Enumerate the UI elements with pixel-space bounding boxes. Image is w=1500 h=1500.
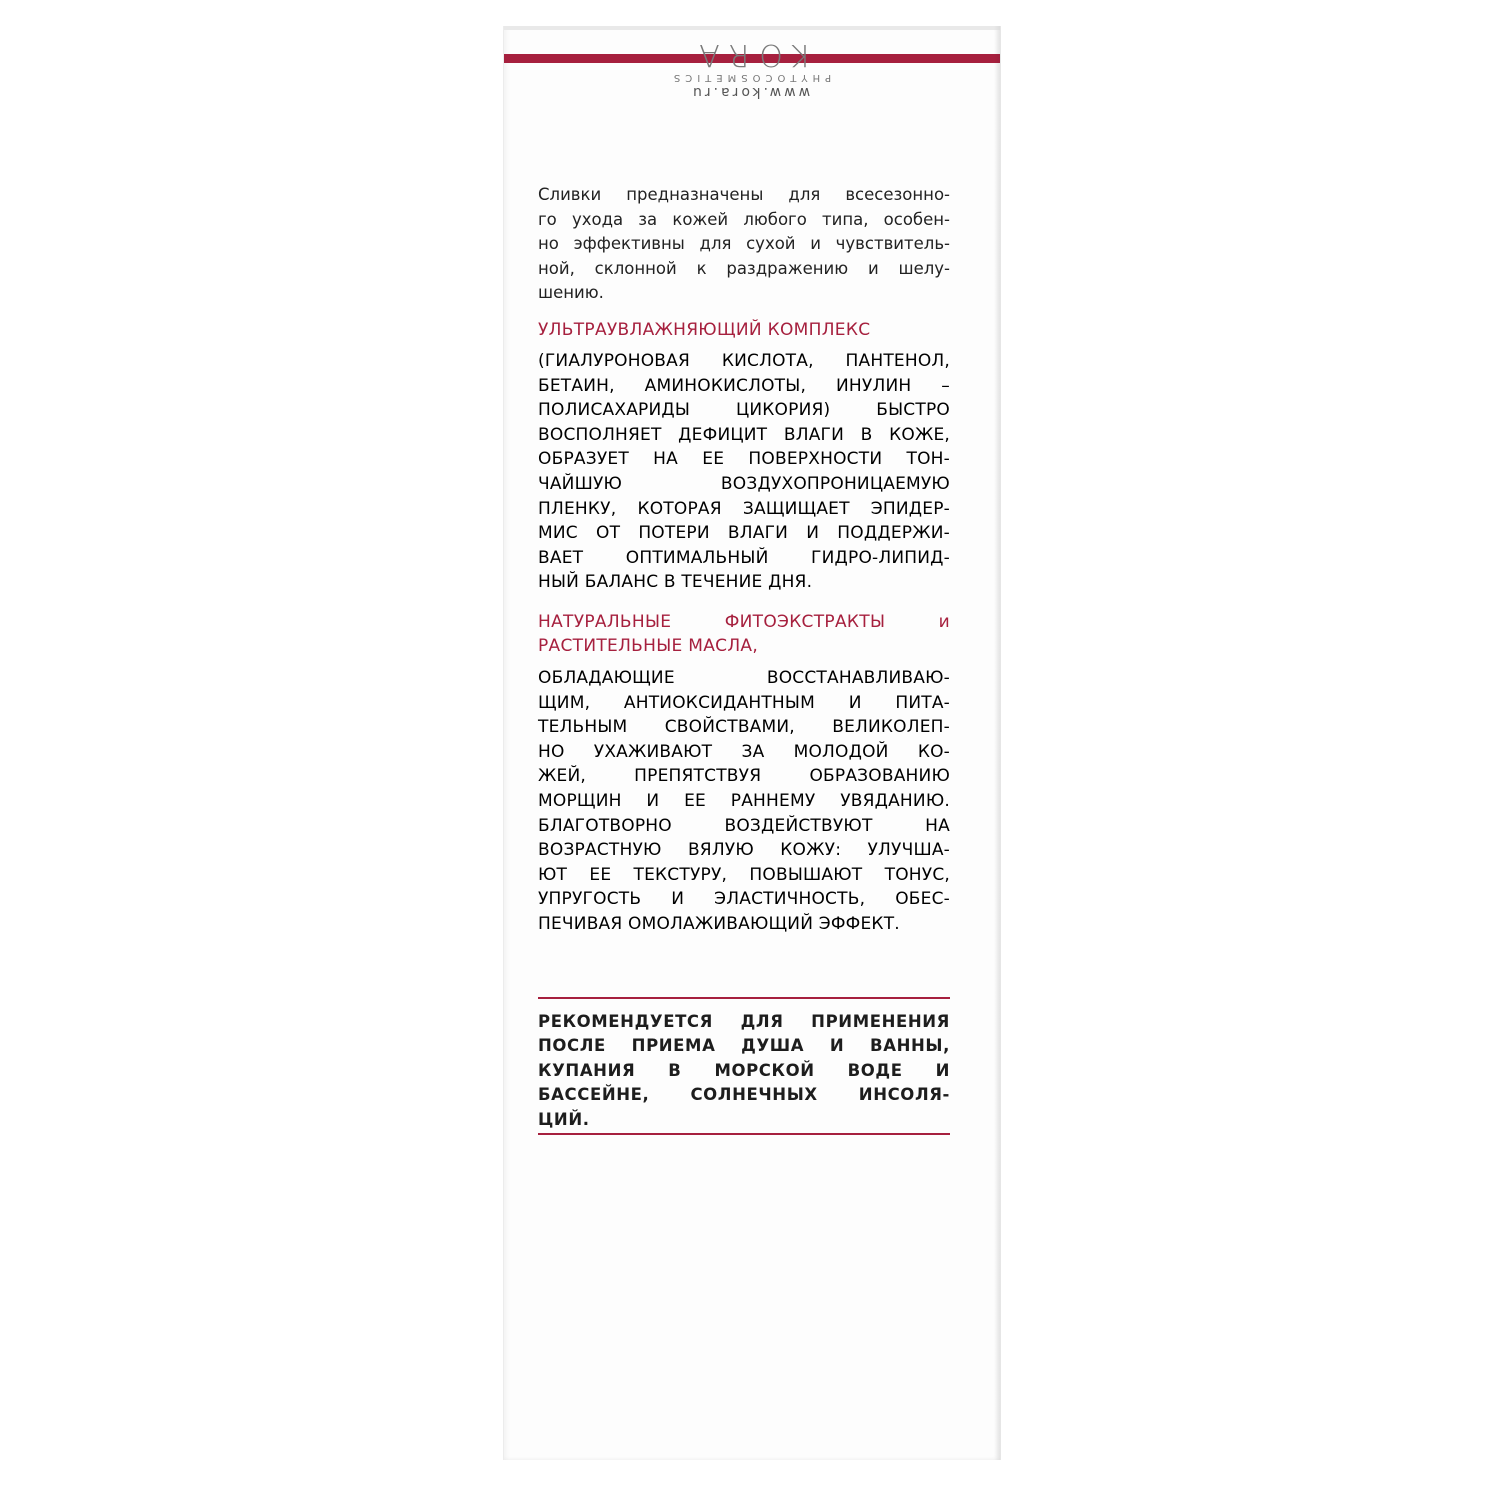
recommendation-line: РЕКОМЕНДУЕТСЯ ДЛЯ ПРИМЕНЕНИЯ <box>538 1012 950 1031</box>
complex-line: (ГИАЛУРОНОВАЯ КИСЛОТА, ПАНТЕНОЛ, <box>538 351 950 371</box>
intro-line: шению. <box>538 283 604 302</box>
extracts-line: ПЕЧИВАЯ ОМОЛАЖИВАЮЩИЙ ЭФФЕКТ. <box>538 913 900 934</box>
divider-top <box>538 997 950 999</box>
intro-line: но эффективны для сухой и чувствитель- <box>538 234 950 253</box>
complex-line: ПОЛИСАХАРИДЫ ЦИКОРИЯ) БЫСТРО <box>538 400 950 421</box>
complex-line: БЕТАИН, АМИНОКИСЛОТЫ, ИНУЛИН – <box>538 375 950 396</box>
extracts-line: МОРЩИН И ЕЕ РАННЕМУ УВЯДАНИЮ. <box>538 790 950 811</box>
complex-paragraph <box>538 349 950 595</box>
extracts-line: ЩИМ, АНТИОКСИДАНТНЫМ И ПИТА- <box>538 692 950 713</box>
complex-line: ВОСПОЛНЯЕТ ДЕФИЦИТ ВЛАГИ В КОЖЕ, <box>538 424 950 445</box>
extracts-text <box>538 666 950 937</box>
extracts-line: ЖЕЙ, ПРЕПЯТСТВУЯ ОБРАЗОВАНИЮ <box>538 766 950 787</box>
intro-line: ной, склонной к раздражению и шелу- <box>538 258 950 278</box>
complex-line: ПЛЕНКУ, КОТОРАЯ ЗАЩИЩАЕТ ЭПИДЕР- <box>538 498 950 519</box>
recommendation-line: ЦИЙ. <box>538 1109 590 1129</box>
extracts-heading <box>538 610 950 658</box>
extracts-line: ОБЛАДАЮЩИЕ ВОССТАНАВЛИВАЮ- <box>538 668 950 688</box>
intro-line: Сливки предназначены для всесезонно- <box>538 185 950 204</box>
recommendation-line: КУПАНИЯ В МОРСКОЙ ВОДЕ И <box>538 1060 950 1080</box>
extracts-line: УПРУГОСТЬ И ЭЛАСТИЧНОСТЬ, ОБЕС- <box>538 889 950 910</box>
complex-line: НЫЙ БАЛАНС В ТЕЧЕНИЕ ДНЯ. <box>538 572 813 593</box>
extracts-line: НО УХАЖИВАЮТ ЗА МОЛОДОЙ КО- <box>538 741 950 762</box>
extracts-heading-line: НАТУРАЛЬНЫЕ ФИТОЭКСТРАКТЫ и <box>538 612 950 632</box>
box-side-shade <box>994 26 1000 1460</box>
extracts-line: БЛАГОТВОРНО ВОЗДЕЙСТВУЮТ НА <box>538 815 950 836</box>
complex-line: ЧАЙШУЮ ВОЗДУХОПРОНИЦАЕМУЮ <box>538 473 950 494</box>
recommendation-line: БАССЕЙНЕ, СОЛНЕЧНЫХ ИНСОЛЯ- <box>538 1085 950 1105</box>
extracts-heading-line: РАСТИТЕЛЬНЫЕ МАСЛА, <box>538 636 759 656</box>
recommendation-line: ПОСЛЕ ПРИЕМА ДУША И ВАННЫ, <box>538 1036 950 1056</box>
extracts-paragraph <box>538 666 950 937</box>
complex-text <box>538 349 950 595</box>
complex-line: ОБРАЗУЕТ НА ЕЕ ПОВЕРХНОСТИ ТОН- <box>538 449 950 470</box>
brand-logo: KORA <box>689 37 811 72</box>
complex-heading: УЛЬТРАУВЛАЖНЯЮЩИЙ КОМПЛЕКС <box>538 320 871 340</box>
complex-line: МИС ОТ ПОТЕРИ ВЛАГИ И ПОДДЕРЖИ- <box>538 523 950 544</box>
extracts-line: ЮТ ЕЕ ТЕКСТУРУ, ПОВЫШАЮТ ТОНУС, <box>538 864 950 885</box>
box-top-edge <box>504 26 1000 30</box>
extracts-line: ТЕЛЬНЫМ СВОЙСТВАМИ, ВЕЛИКОЛЕП- <box>538 717 950 738</box>
intro-paragraph <box>538 183 950 306</box>
recommendation-block <box>538 1010 950 1132</box>
intro-line: го ухода за кожей любого типа, особен- <box>538 209 950 229</box>
brand-block <box>600 36 900 100</box>
extracts-line: ВОЗРАСТНУЮ ВЯЛУЮ КОЖУ: УЛУЧША- <box>538 840 950 861</box>
complex-line: ВАЕТ ОПТИМАЛЬНЫЙ ГИДРО-ЛИПИД- <box>538 547 950 568</box>
intro-text <box>538 183 950 306</box>
divider-bottom <box>538 1133 950 1135</box>
brand-website: www.kora.ru <box>689 84 811 100</box>
brand-subtitle: PHYTOCOSMETICS <box>668 72 832 83</box>
